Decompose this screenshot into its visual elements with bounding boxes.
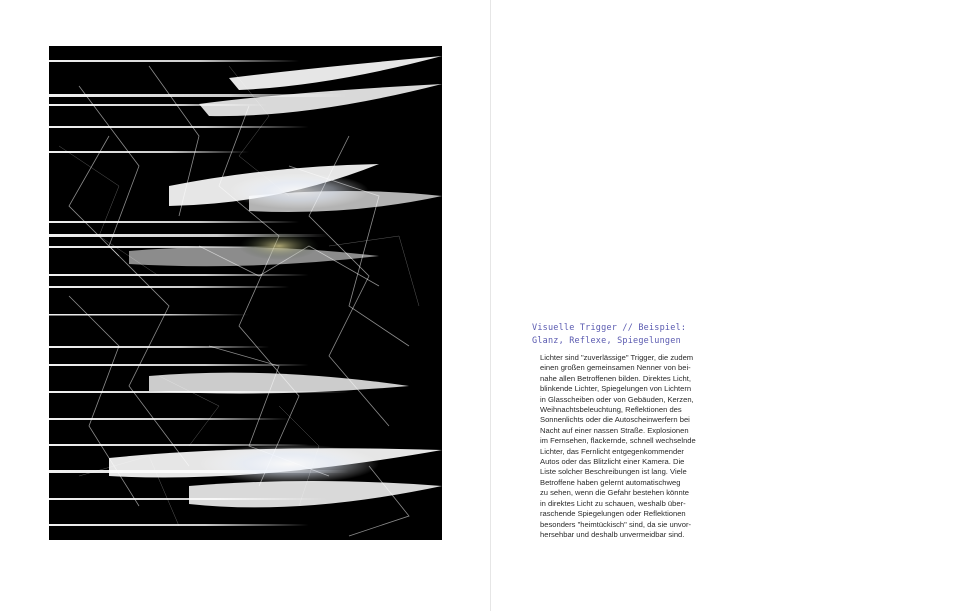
body-line: Nacht auf einer nassen Straße. Explosionen	[540, 425, 689, 435]
body-line: Lichter, das Fernlicht entgegenkommender	[540, 446, 684, 456]
body-line: Weihnachtsbeleuchtung, Reflektionen des	[540, 405, 682, 415]
light-streaks-image	[49, 46, 442, 540]
body-line: raschende Spiegelungen oder Reflektionen	[540, 509, 686, 519]
body-line: Liste solcher Beschreibungen ist lang. Viele	[540, 467, 687, 477]
body-line: nahe allen Betroffenen bilden. Direktes Licht,	[540, 373, 691, 383]
body-line: Betroffene haben gelernt automatischweg	[540, 477, 681, 487]
body-line: besonders "heimtückisch" sind, da sie unvor-	[540, 519, 692, 529]
body-line: im Fernsehen, flackernde, schnell wechselnde	[540, 436, 696, 446]
abstract-light-artwork	[49, 46, 442, 540]
body-line: in direktes Licht zu schauen, weshalb über-	[540, 498, 686, 508]
body-text	[540, 353, 712, 540]
body-line: zu sehen, wenn die Gefahr bestehen könnte	[540, 488, 690, 498]
body-line: hersehbar und deshalb unvermeidbar sind.	[540, 529, 685, 539]
body-line: Sonnenlichts oder die Autoscheinwerfern bei	[540, 415, 690, 425]
subtitle-line-2: Glanz, Reflexe, Spiegelungen	[532, 336, 681, 346]
subtitle-line-1: Visuelle Trigger // Beispiel:	[532, 323, 687, 333]
vertical-meta	[22, 45, 46, 295]
body-line: Autos oder das Blitzlicht einer Kamera. Die	[540, 457, 685, 467]
subtitle	[532, 322, 686, 348]
body-line: in Glasscheiben oder von Gebäuden, Kerzen,	[540, 394, 694, 404]
body-line: Lichter sind "zuverlässige" Trigger, die zudem	[540, 353, 694, 362]
body-line: einen großen gemeinsamen Nenner von bei-	[540, 363, 691, 373]
body-line: blinkende Lichter, Spiegelungen von Lichtern	[540, 384, 692, 394]
